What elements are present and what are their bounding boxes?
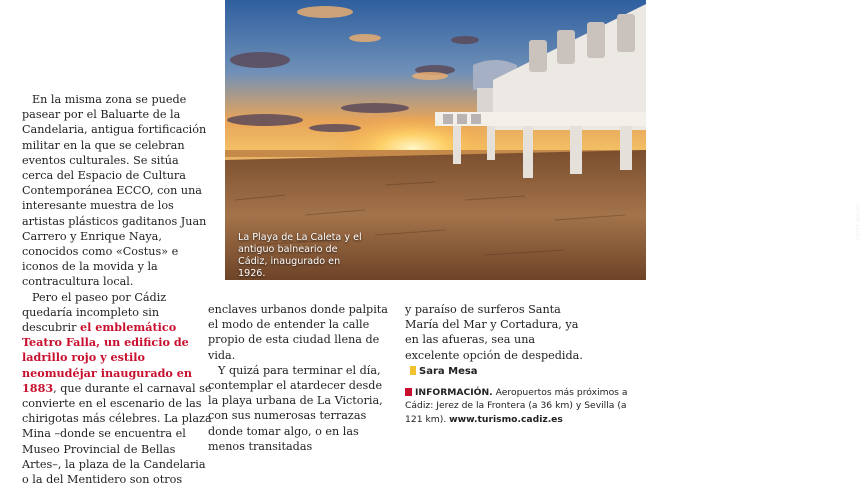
paragraph-candelaria: En la misma zona se puede pasear por el Baluarte de la Candelaria, antigua fortificación militar en la que se celebran eventos culturales. Se sitúa cerca del Espacio de Cultura Contemporánea ECCO, con una interesante muestra de los artistas plásticos gaditanos Juan Carrero y Enrique Naya, conocidos como «Costus» e iconos de la movida y la contracultura local.: [22, 93, 207, 289]
article-column-1: [22, 92, 212, 487]
article-column-2: [208, 302, 388, 454]
paragraph-atardecer: Y quizá para terminar el día, contemplar el atardecer desde la playa urbana de La Victoria, con sus numerosas terrazas donde tomar algo, o en las menos transitadas: [208, 363, 383, 453]
signature-marker-icon: [410, 366, 416, 375]
paragraph-text: , que durante el carnaval se convierte en el escenario de las chirigotas más célebres. La plaza Mina –donde se encuentra el Museo Provincial de Bellas Artes–, la plaza de la Candelaria o la del Mentidero son otros: [22, 381, 212, 487]
photo-caption: La Playa de La Caleta y el antiguo balneario de Cádiz, inaugurado en 1926.: [238, 232, 362, 279]
article-column-3: [405, 302, 585, 379]
paragraph-text: Pero el paseo por Cádiz quedaría incompleto sin descubrir: [22, 290, 167, 335]
info-heading: INFORMACIÓN.: [415, 387, 493, 398]
info-square-icon: [405, 388, 412, 396]
paragraph-teatro-falla: [22, 290, 212, 487]
paragraph-text: y paraíso de surferos Santa María del Mar y Cortadura, ya en las afueras, sea una excelente opción de despedida.: [405, 303, 583, 362]
photo-credit: GETTY IMAGES: [856, 202, 862, 240]
paragraph-despedida: [405, 302, 585, 379]
info-text: Aeropuertos más próximos a Cádiz: Jerez de la Frontera (a 36 km) y Sevilla (a 121 km).: [405, 387, 628, 425]
author-name: Sara Mesa: [419, 365, 478, 377]
tourism-link[interactable]: www.turismo.cadiz.es: [449, 413, 563, 425]
info-box: [405, 386, 630, 426]
highlight-teatro-falla: el emblemático Teatro Falla, un edificio de ladrillo rojo y estilo neomudéjar inaugurado en 1883: [22, 320, 193, 395]
paragraph-enclaves: enclaves urbanos donde palpita el modo de entender la calle propio de esta ciudad llena de vida.: [208, 303, 388, 362]
